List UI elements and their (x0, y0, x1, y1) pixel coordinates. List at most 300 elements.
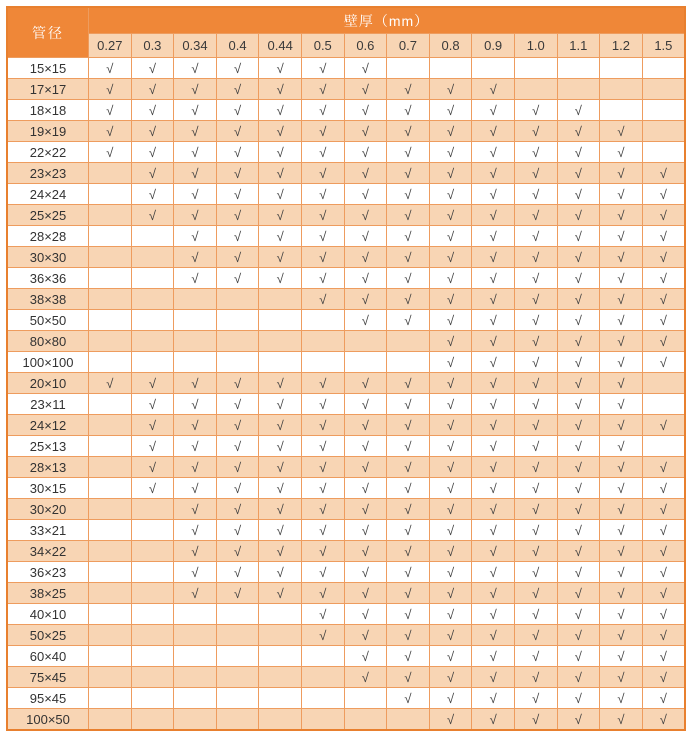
table-row (7, 520, 685, 541)
check-cell-empty (89, 247, 132, 268)
check-cell-checked: √ (344, 100, 387, 121)
check-cell-checked: √ (600, 184, 643, 205)
table-row (7, 688, 685, 709)
check-cell-checked: √ (174, 394, 217, 415)
check-cell-empty (600, 100, 643, 121)
check-cell-checked: √ (387, 226, 430, 247)
table-row (7, 478, 685, 499)
check-cell-checked: √ (259, 373, 302, 394)
check-cell-checked: √ (472, 583, 515, 604)
check-cell-checked: √ (472, 457, 515, 478)
check-cell-checked: √ (514, 310, 557, 331)
check-cell-empty (89, 541, 132, 562)
table-row (7, 58, 685, 79)
check-cell-checked: √ (600, 436, 643, 457)
check-cell-checked: √ (429, 583, 472, 604)
check-cell-checked: √ (344, 562, 387, 583)
check-cell-checked: √ (216, 373, 259, 394)
check-cell-checked: √ (514, 499, 557, 520)
check-cell-checked: √ (174, 184, 217, 205)
check-cell-checked: √ (557, 289, 600, 310)
check-cell-empty (131, 352, 174, 373)
check-cell-checked: √ (642, 604, 685, 625)
check-cell-checked: √ (259, 100, 302, 121)
column-header: 1.5 (642, 34, 685, 58)
check-cell-checked: √ (429, 625, 472, 646)
check-cell-checked: √ (301, 604, 344, 625)
check-cell-checked: √ (259, 226, 302, 247)
check-cell-checked: √ (344, 457, 387, 478)
check-cell-checked: √ (472, 394, 515, 415)
check-cell-checked: √ (514, 142, 557, 163)
table-row (7, 331, 685, 352)
check-cell-checked: √ (344, 583, 387, 604)
check-cell-empty (301, 331, 344, 352)
check-cell-checked: √ (387, 247, 430, 268)
check-cell-checked: √ (429, 373, 472, 394)
check-cell-checked: √ (514, 688, 557, 709)
row-label: 30×30 (7, 247, 89, 268)
check-cell-checked: √ (472, 541, 515, 562)
check-cell-checked: √ (600, 205, 643, 226)
check-cell-checked: √ (514, 709, 557, 731)
row-label: 50×50 (7, 310, 89, 331)
check-cell-checked: √ (174, 79, 217, 100)
check-cell-checked: √ (216, 415, 259, 436)
check-cell-checked: √ (429, 646, 472, 667)
check-cell-empty (259, 667, 302, 688)
row-label: 30×20 (7, 499, 89, 520)
check-cell-checked: √ (557, 373, 600, 394)
check-cell-checked: √ (557, 604, 600, 625)
check-cell-checked: √ (216, 163, 259, 184)
row-label: 38×25 (7, 583, 89, 604)
check-cell-checked: √ (216, 478, 259, 499)
table-row (7, 667, 685, 688)
check-cell-checked: √ (514, 100, 557, 121)
row-label: 24×24 (7, 184, 89, 205)
check-cell-empty (174, 688, 217, 709)
check-cell-checked: √ (642, 184, 685, 205)
table-row (7, 604, 685, 625)
check-cell-checked: √ (216, 205, 259, 226)
check-cell-checked: √ (259, 268, 302, 289)
check-cell-empty (600, 79, 643, 100)
check-cell-checked: √ (600, 289, 643, 310)
check-cell-checked: √ (600, 625, 643, 646)
check-cell-checked: √ (472, 289, 515, 310)
row-label: 38×38 (7, 289, 89, 310)
check-cell-checked: √ (216, 268, 259, 289)
check-cell-checked: √ (514, 163, 557, 184)
check-cell-checked: √ (301, 625, 344, 646)
check-cell-checked: √ (301, 394, 344, 415)
check-cell-checked: √ (642, 163, 685, 184)
row-label: 36×23 (7, 562, 89, 583)
check-cell-checked: √ (174, 478, 217, 499)
check-cell-empty (216, 646, 259, 667)
check-cell-checked: √ (174, 562, 217, 583)
check-cell-checked: √ (344, 415, 387, 436)
check-cell-checked: √ (429, 226, 472, 247)
table-row (7, 436, 685, 457)
check-cell-empty (89, 478, 132, 499)
check-cell-checked: √ (89, 373, 132, 394)
check-cell-checked: √ (557, 646, 600, 667)
check-cell-empty (174, 331, 217, 352)
check-cell-checked: √ (514, 604, 557, 625)
check-cell-checked: √ (429, 205, 472, 226)
check-cell-empty (89, 457, 132, 478)
check-cell-checked: √ (387, 625, 430, 646)
row-label: 33×21 (7, 520, 89, 541)
table-row (7, 205, 685, 226)
check-cell-empty (89, 310, 132, 331)
check-cell-checked: √ (301, 499, 344, 520)
check-cell-empty (131, 667, 174, 688)
check-cell-checked: √ (600, 520, 643, 541)
check-cell-empty (301, 667, 344, 688)
check-cell-checked: √ (472, 247, 515, 268)
check-cell-empty (642, 142, 685, 163)
check-cell-checked: √ (131, 373, 174, 394)
check-cell-checked: √ (557, 142, 600, 163)
check-cell-checked: √ (387, 142, 430, 163)
column-header: 1.2 (600, 34, 643, 58)
check-cell-empty (344, 331, 387, 352)
check-cell-checked: √ (89, 58, 132, 79)
check-cell-checked: √ (344, 205, 387, 226)
check-cell-checked: √ (259, 499, 302, 520)
table-row (7, 226, 685, 247)
check-cell-checked: √ (216, 436, 259, 457)
table-row (7, 709, 685, 731)
row-label: 22×22 (7, 142, 89, 163)
check-cell-checked: √ (472, 688, 515, 709)
check-cell-checked: √ (557, 436, 600, 457)
check-cell-checked: √ (344, 247, 387, 268)
header-group-row (7, 7, 685, 34)
check-cell-checked: √ (600, 373, 643, 394)
check-cell-checked: √ (259, 478, 302, 499)
check-cell-checked: √ (301, 415, 344, 436)
check-cell-empty (131, 226, 174, 247)
check-cell-checked: √ (557, 331, 600, 352)
check-cell-checked: √ (472, 667, 515, 688)
check-cell-empty (301, 688, 344, 709)
check-cell-checked: √ (600, 478, 643, 499)
check-cell-checked: √ (642, 520, 685, 541)
check-cell-checked: √ (216, 394, 259, 415)
check-cell-checked: √ (301, 583, 344, 604)
row-label: 60×40 (7, 646, 89, 667)
check-cell-checked: √ (344, 499, 387, 520)
check-cell-checked: √ (472, 142, 515, 163)
check-cell-checked: √ (387, 415, 430, 436)
check-cell-checked: √ (472, 562, 515, 583)
check-cell-empty (600, 58, 643, 79)
check-cell-checked: √ (174, 247, 217, 268)
check-cell-checked: √ (387, 436, 430, 457)
check-cell-empty (216, 604, 259, 625)
row-label: 25×13 (7, 436, 89, 457)
check-cell-checked: √ (344, 79, 387, 100)
check-cell-checked: √ (472, 184, 515, 205)
check-cell-checked: √ (472, 121, 515, 142)
check-cell-checked: √ (387, 457, 430, 478)
column-header: 0.8 (429, 34, 472, 58)
check-cell-checked: √ (216, 583, 259, 604)
check-cell-checked: √ (174, 583, 217, 604)
check-cell-checked: √ (514, 331, 557, 352)
check-cell-empty (89, 646, 132, 667)
check-cell-empty (642, 373, 685, 394)
check-cell-checked: √ (344, 163, 387, 184)
check-cell-checked: √ (600, 331, 643, 352)
check-cell-checked: √ (174, 415, 217, 436)
check-cell-checked: √ (344, 478, 387, 499)
check-cell-checked: √ (472, 226, 515, 247)
check-cell-empty (89, 163, 132, 184)
check-cell-checked: √ (301, 163, 344, 184)
check-cell-checked: √ (216, 121, 259, 142)
check-cell-checked: √ (642, 688, 685, 709)
check-cell-checked: √ (344, 373, 387, 394)
check-cell-empty (89, 667, 132, 688)
check-cell-empty (174, 625, 217, 646)
check-cell-empty (387, 58, 430, 79)
check-cell-checked: √ (472, 79, 515, 100)
check-cell-checked: √ (514, 646, 557, 667)
check-cell-empty (301, 709, 344, 731)
check-cell-empty (89, 520, 132, 541)
row-label: 28×13 (7, 457, 89, 478)
row-header-label: 管径 (7, 7, 89, 58)
check-cell-checked: √ (259, 457, 302, 478)
check-cell-checked: √ (429, 289, 472, 310)
check-cell-empty (174, 646, 217, 667)
check-cell-checked: √ (387, 667, 430, 688)
check-cell-checked: √ (600, 394, 643, 415)
check-cell-checked: √ (344, 289, 387, 310)
thickness-header-row (7, 34, 685, 58)
check-cell-checked: √ (600, 562, 643, 583)
row-label: 15×15 (7, 58, 89, 79)
check-cell-checked: √ (259, 436, 302, 457)
check-cell-empty (174, 604, 217, 625)
check-cell-checked: √ (216, 79, 259, 100)
check-cell-checked: √ (429, 478, 472, 499)
check-cell-checked: √ (174, 121, 217, 142)
table-row (7, 646, 685, 667)
check-cell-empty (259, 688, 302, 709)
check-cell-checked: √ (387, 205, 430, 226)
column-group-label: 壁厚（mm） (89, 7, 686, 34)
check-cell-checked: √ (514, 436, 557, 457)
check-cell-empty (642, 100, 685, 121)
check-cell-checked: √ (344, 541, 387, 562)
check-cell-checked: √ (344, 646, 387, 667)
check-cell-checked: √ (344, 310, 387, 331)
row-label: 95×45 (7, 688, 89, 709)
check-cell-empty (259, 310, 302, 331)
check-cell-empty (259, 289, 302, 310)
check-cell-checked: √ (600, 457, 643, 478)
check-cell-checked: √ (259, 583, 302, 604)
row-label: 19×19 (7, 121, 89, 142)
check-cell-checked: √ (557, 415, 600, 436)
table-row (7, 268, 685, 289)
check-cell-checked: √ (174, 373, 217, 394)
check-cell-checked: √ (131, 100, 174, 121)
check-cell-checked: √ (514, 541, 557, 562)
table-row (7, 373, 685, 394)
check-cell-checked: √ (557, 499, 600, 520)
check-cell-checked: √ (429, 667, 472, 688)
row-label: 100×100 (7, 352, 89, 373)
check-cell-checked: √ (301, 562, 344, 583)
check-cell-empty (301, 352, 344, 373)
check-cell-checked: √ (131, 163, 174, 184)
check-cell-checked: √ (642, 226, 685, 247)
check-cell-checked: √ (344, 226, 387, 247)
check-cell-checked: √ (387, 79, 430, 100)
check-cell-checked: √ (472, 352, 515, 373)
check-cell-checked: √ (216, 247, 259, 268)
check-cell-empty (131, 541, 174, 562)
check-cell-checked: √ (344, 142, 387, 163)
check-cell-checked: √ (429, 499, 472, 520)
check-cell-checked: √ (429, 562, 472, 583)
check-cell-checked: √ (259, 520, 302, 541)
check-cell-checked: √ (429, 520, 472, 541)
check-cell-checked: √ (642, 499, 685, 520)
check-cell-checked: √ (174, 541, 217, 562)
check-cell-empty (131, 604, 174, 625)
check-cell-checked: √ (557, 352, 600, 373)
check-cell-checked: √ (514, 247, 557, 268)
check-cell-empty (429, 58, 472, 79)
check-cell-empty (89, 268, 132, 289)
check-cell-checked: √ (557, 457, 600, 478)
check-cell-checked: √ (429, 331, 472, 352)
check-cell-checked: √ (174, 457, 217, 478)
check-cell-empty (642, 58, 685, 79)
check-cell-empty (89, 562, 132, 583)
check-cell-checked: √ (557, 562, 600, 583)
table-header (7, 7, 685, 58)
check-cell-checked: √ (557, 121, 600, 142)
check-cell-empty (174, 667, 217, 688)
check-cell-checked: √ (472, 604, 515, 625)
check-cell-checked: √ (174, 163, 217, 184)
check-cell-checked: √ (387, 394, 430, 415)
check-cell-checked: √ (259, 541, 302, 562)
check-cell-checked: √ (642, 289, 685, 310)
check-cell-checked: √ (472, 310, 515, 331)
check-cell-empty (387, 709, 430, 731)
table-row (7, 583, 685, 604)
check-cell-checked: √ (514, 205, 557, 226)
check-cell-checked: √ (301, 100, 344, 121)
check-cell-checked: √ (301, 79, 344, 100)
check-cell-checked: √ (642, 583, 685, 604)
check-cell-empty (174, 310, 217, 331)
check-cell-checked: √ (642, 625, 685, 646)
check-cell-empty (216, 625, 259, 646)
check-cell-checked: √ (259, 415, 302, 436)
check-cell-checked: √ (131, 457, 174, 478)
check-cell-checked: √ (600, 499, 643, 520)
check-cell-checked: √ (344, 121, 387, 142)
check-cell-checked: √ (557, 478, 600, 499)
check-cell-empty (344, 709, 387, 731)
check-cell-checked: √ (514, 226, 557, 247)
check-cell-empty (89, 184, 132, 205)
check-cell-checked: √ (131, 184, 174, 205)
check-cell-checked: √ (174, 142, 217, 163)
check-cell-empty (131, 709, 174, 731)
row-label: 18×18 (7, 100, 89, 121)
check-cell-checked: √ (514, 184, 557, 205)
check-cell-checked: √ (387, 562, 430, 583)
check-cell-empty (557, 58, 600, 79)
check-cell-empty (174, 709, 217, 731)
check-cell-checked: √ (301, 184, 344, 205)
check-cell-empty (344, 352, 387, 373)
check-cell-checked: √ (387, 688, 430, 709)
check-cell-checked: √ (387, 289, 430, 310)
check-cell-empty (131, 331, 174, 352)
check-cell-checked: √ (642, 478, 685, 499)
check-cell-checked: √ (301, 226, 344, 247)
column-header: 0.27 (89, 34, 132, 58)
check-cell-checked: √ (131, 478, 174, 499)
check-cell-checked: √ (642, 352, 685, 373)
check-cell-checked: √ (344, 436, 387, 457)
check-cell-checked: √ (429, 352, 472, 373)
check-cell-empty (259, 352, 302, 373)
check-cell-checked: √ (557, 625, 600, 646)
check-cell-empty (131, 646, 174, 667)
check-cell-checked: √ (429, 100, 472, 121)
check-cell-checked: √ (259, 163, 302, 184)
check-cell-checked: √ (600, 352, 643, 373)
check-cell-empty (174, 352, 217, 373)
check-cell-empty (131, 247, 174, 268)
check-cell-empty (259, 646, 302, 667)
check-cell-checked: √ (472, 331, 515, 352)
check-cell-checked: √ (301, 457, 344, 478)
check-cell-checked: √ (514, 121, 557, 142)
check-cell-checked: √ (557, 583, 600, 604)
check-cell-checked: √ (600, 226, 643, 247)
check-cell-checked: √ (174, 226, 217, 247)
check-cell-checked: √ (472, 646, 515, 667)
check-cell-checked: √ (600, 142, 643, 163)
check-cell-empty (131, 625, 174, 646)
check-cell-checked: √ (216, 184, 259, 205)
table-row (7, 310, 685, 331)
check-cell-checked: √ (642, 709, 685, 731)
row-label: 34×22 (7, 541, 89, 562)
check-cell-checked: √ (174, 520, 217, 541)
check-cell-checked: √ (429, 394, 472, 415)
check-cell-checked: √ (387, 646, 430, 667)
check-cell-checked: √ (600, 310, 643, 331)
check-cell-checked: √ (429, 268, 472, 289)
check-cell-checked: √ (344, 58, 387, 79)
